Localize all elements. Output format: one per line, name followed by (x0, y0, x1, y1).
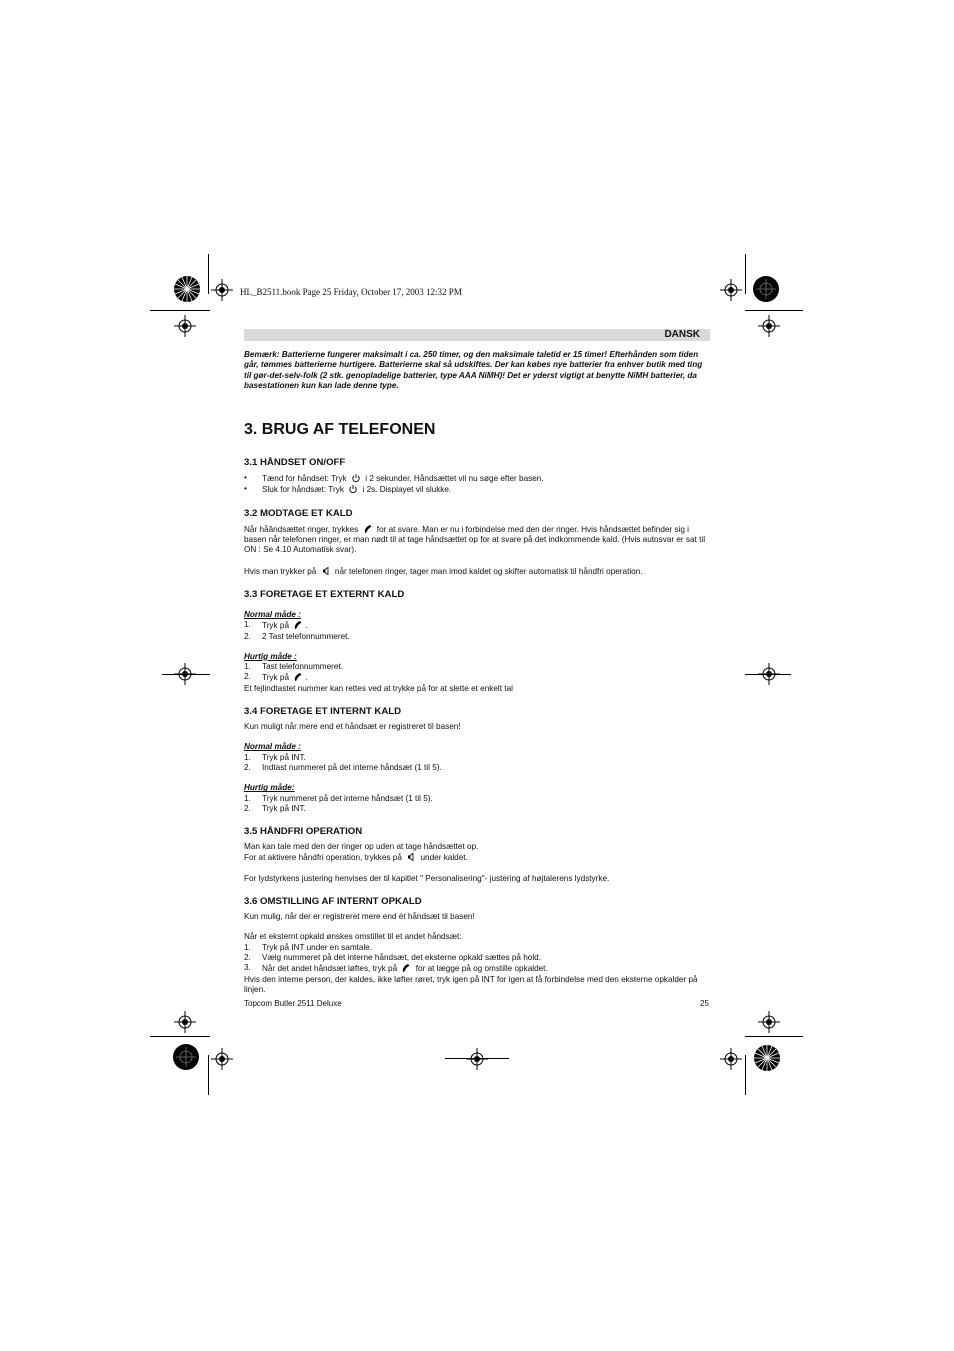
page-content (244, 350, 710, 1007)
crop-mark (150, 1036, 210, 1037)
subheading: Normal måde : (244, 609, 301, 619)
crosshair-mark (211, 1048, 233, 1070)
list-item: 1. Tryk på INT under en samtale. (244, 942, 373, 952)
list-item: 1. Tryk nummeret på det interne håndsæt (1 til 5). (244, 793, 433, 803)
power-icon (348, 484, 358, 494)
crop-mark (745, 254, 746, 294)
phone-icon (293, 620, 303, 630)
crop-mark (162, 674, 210, 675)
subheading: Hurtig måde: (244, 783, 295, 793)
crop-mark (745, 1036, 803, 1037)
section-heading: 3.6 OMSTILLING AF INTERNT OPKALD (244, 896, 422, 908)
section-heading: 3.4 FORETAGE ET INTERNT KALD (244, 706, 402, 718)
crosshair-mark (720, 1048, 742, 1070)
list-item: 2. Tryk på INT. (244, 803, 306, 813)
list-item: 1. Tryk på . (244, 620, 308, 631)
list-item: • Tænd for håndset: Tryk i 2 sekunder. Håndsættet vil nu søge efter basen. (244, 473, 544, 484)
list-item: 2. Indtast nummeret på det interne håndsæt (1 til 5). (244, 762, 442, 772)
crosshair-mark (466, 1048, 488, 1070)
registration-mark (172, 1043, 200, 1071)
registration-mark (172, 274, 202, 304)
section-heading: 3.3 FORETAGE ET EXTERNT KALD (244, 588, 405, 600)
section-3-1 (244, 457, 710, 496)
list-item: 1. Tast telefonnummeret. (244, 662, 344, 672)
list-item: 2. Vælg nummeret på det interne håndsæt, det eksterne opkald sættes på hold. (244, 952, 541, 962)
crop-mark (745, 674, 791, 675)
page-number: 25 (700, 999, 709, 1008)
section-heading: 3.5 HÅNDFRI OPERATION (244, 826, 363, 838)
section-3-3: 3.3 FORETAGE ET EXTERNT KALD Normal måde : 1. Tryk på . 2. 2 Tast telefonnummeret. Hurtig måde : 1. Tast telefonnummeret. 2. Tryk på . Et fejlindtastet nummer kan rettes ved at trykke på for at slette et enkelt tal (244, 589, 710, 694)
list-item: 1. Tryk på INT. (244, 752, 306, 762)
phone-icon (363, 524, 373, 534)
crop-mark (745, 310, 803, 311)
list-item: • Sluk for håndsæt: Tryk i 2s. Displayet vil slukke. (244, 484, 452, 495)
section-heading: 3.1 HÅNDSET ON/OFF (244, 457, 346, 469)
section-3-2: 3.2 MODTAGE ET KALD Når håândsættet ringer, trykkes for at svare. Man er nu i forbindelse med den der ringer. Hvis håndsættet befinder sig i basen når telefonen ringer, er man nødt til at tage håndsættet op for at svare på det indkommende kald. (Hvis autosvar er sat til ON : Se 4.10 Automatisk svar). Hvis man trykker på når telefonen ringer, tager man imod kaldet og skifter automatisk til håndfri operation. (244, 508, 710, 577)
speaker-icon (321, 566, 331, 576)
list-item: 3. Når det andet håndsæt løftes, tryk på for at lægge på og omstille opkaldet. (244, 963, 548, 974)
crosshair-mark (720, 279, 742, 301)
language-header-bar (244, 329, 710, 341)
crop-mark (445, 1058, 509, 1059)
phone-icon (293, 672, 303, 682)
crosshair-mark (174, 1011, 196, 1033)
crop-mark (208, 1055, 209, 1095)
print-slug: HL_B2511.book Page 25 Friday, October 17, 2003 12:32 PM (240, 287, 462, 297)
section-heading: 3.2 MODTAGE ET KALD (244, 507, 353, 519)
subheading: Hurtig måde : (244, 651, 297, 661)
crosshair-mark (174, 315, 196, 337)
crop-mark (745, 1055, 746, 1095)
language-label: DANSK (664, 329, 700, 340)
section-3-6: 3.6 OMSTILLING AF INTERNT OPKALD Kun mulig, når der er registreret mere end ét håndsæt til basen! Når et eksternt opkald ønskes omstillet til et andet håndsæt: 1. Tryk på INT under en samtale. 2. Vælg nummeret på det interne håndsæt, det eksterne opkald sættes på hold. 3. Når det andet håndsæt løftes, tryk på for at lægge på og omstille opkaldet. Hvis den interne person, der kaldes, ikke løfter røret, tryk igen på INT for igen at få forbindelse med den eksterne opkalder på linjen. (244, 896, 710, 995)
registration-mark (752, 1043, 782, 1073)
crosshair-mark (758, 1011, 780, 1033)
chapter-title: 3. BRUG AF TELEFONEN (244, 421, 436, 439)
power-icon (351, 473, 361, 483)
footer-product: Topcom Butler 2511 Deluxe (244, 999, 342, 1008)
battery-note: Bemærk: Batterierne fungerer maksimalt i ca. 250 timer, og den maksimale taletid er 15 timer! Efterhånden som tiden går, tømmes batterierne hurtigere. Batterierne skal så udskiftes. Der kan købes nye batterier fra enhver butik med ting til gør-det-selv-folk (2 stk. genopladelige batterier, type AAA NiMH)! Det er yderst vigtigt at benytte NiMH batterier, da basestationen kun kan lade denne type. (244, 350, 703, 390)
list-item: 2. 2 Tast telefonnummeret. (244, 631, 350, 641)
list-item: 2. Tryk på . (244, 672, 308, 683)
crop-mark (150, 310, 210, 311)
section-3-5: 3.5 HÅNDFRI OPERATION Man kan tale med den der ringer op uden at tage håndsættet op. For at aktivere håndfri operation, trykkes på under kaldet. For lydstyrkens justering henvises der til kapitlet " Personalisering"- justering af højtalerens lydstyrke. (244, 826, 710, 884)
registration-mark (752, 275, 780, 303)
subheading: Normal måde : (244, 742, 301, 752)
speaker-icon (406, 852, 416, 862)
section-3-4: 3.4 FORETAGE ET INTERNT KALD Kun muligt når mere end et håndsæt er registreret til basen! Normal måde : 1. Tryk på INT. 2. Indtast nummeret på det interne håndsæt (1 til 5). Hurtig måde: 1. Tryk nummeret på det interne håndsæt (1 til 5). 2. Tryk på INT. (244, 706, 710, 814)
crop-mark (208, 254, 209, 294)
crosshair-mark (758, 315, 780, 337)
phone-icon (401, 963, 411, 973)
crosshair-mark (211, 279, 233, 301)
